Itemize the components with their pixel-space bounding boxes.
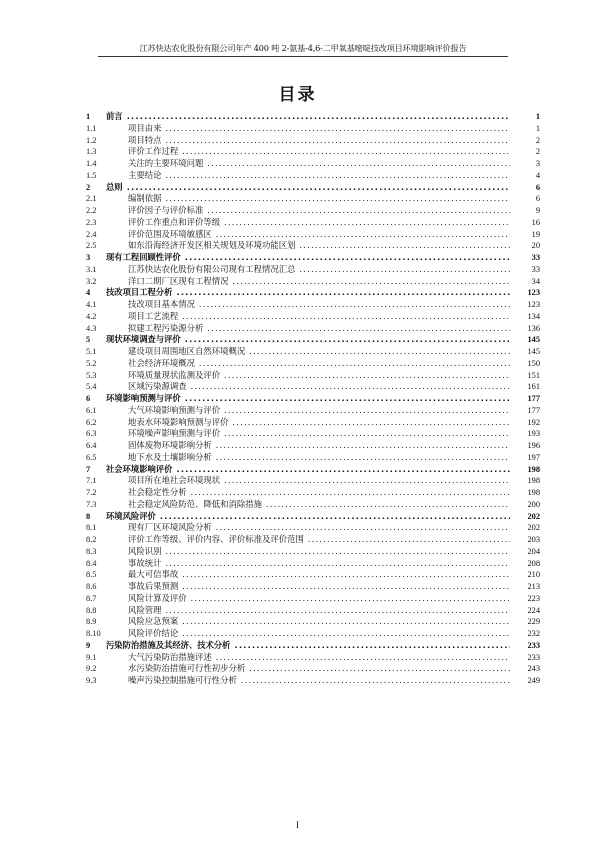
toc-section-entry[interactable]	[86, 405, 540, 417]
toc-entry-number: 1.4	[86, 159, 97, 168]
toc-entry-title: 事故后果预测 .....	[128, 581, 510, 593]
toc-section-entry[interactable]	[86, 358, 540, 370]
page-number: I	[296, 820, 299, 830]
toc-entry-title: 固体废物环境影响分析 .....	[128, 440, 510, 452]
toc-entry-number: 6.2	[86, 417, 97, 427]
toc-entry-title: 拟建工程污染源分析 .....	[128, 323, 510, 335]
toc-entry-number: 5.4	[86, 382, 97, 392]
toc-entry-page: 210	[527, 570, 540, 580]
toc-entry-page: 198	[527, 464, 540, 474]
toc-entry-title: 风险应急预案 .....	[128, 616, 510, 628]
toc-entry-number: 9.3	[86, 676, 97, 685]
toc-section-entry[interactable]	[86, 569, 540, 581]
toc-entry-page: 193	[527, 429, 540, 439]
toc-entry-page: 16	[531, 217, 540, 227]
toc-section-entry[interactable]	[86, 299, 540, 311]
toc-entry-number: 8.5	[86, 570, 97, 580]
toc-entry-page: 2	[535, 135, 540, 145]
toc-section-entry[interactable]	[86, 499, 540, 511]
toc-entry-title: 技改项目基本情况 .....	[128, 299, 510, 311]
toc-entry-page: 243	[527, 664, 540, 674]
toc-section-entry[interactable]	[86, 240, 540, 252]
toc-entry-number: 5.1	[86, 347, 97, 356]
toc-entry-title: 社会稳定性分析 .....	[128, 487, 510, 499]
toc-entry-page: 1	[535, 112, 540, 121]
toc-entry-page: 6	[535, 182, 540, 192]
toc-entry-number: 7.3	[86, 499, 97, 509]
toc-entry-page: 196	[527, 441, 540, 450]
toc-entry-number: 5.2	[86, 358, 97, 368]
toc-entry-number: 1	[86, 112, 91, 121]
toc-entry-title: 洋口二期厂区现有工程情况 .....	[128, 276, 510, 288]
toc-entry-page: 136	[527, 323, 540, 333]
toc-entry-title: 环境影响预测与评价 .....	[106, 393, 510, 405]
toc-entry-number: 3.2	[86, 276, 97, 286]
toc-entry-number: 6.4	[86, 441, 97, 450]
toc-entry-number: 8.4	[86, 558, 97, 568]
toc-entry-page: 33	[531, 264, 540, 274]
toc-entry-title: 风险管理 .....	[128, 605, 510, 617]
toc-entry-title: 江苏快达农化股份有限公司现有工程情况汇总 .....	[128, 264, 510, 276]
toc-entry-title: 现状环境调查与评价 .....	[106, 334, 510, 346]
toc-entry-page: 233	[527, 640, 540, 650]
toc-section-entry[interactable]	[86, 487, 540, 499]
toc-section-entry[interactable]	[86, 652, 540, 664]
toc-section-entry[interactable]	[86, 276, 540, 288]
toc-entry-title: 环境噪声影响预测与评价 .....	[128, 428, 510, 440]
toc-entry-number: 1.2	[86, 135, 97, 145]
toc-entry-page: 197	[527, 452, 540, 462]
toc-entry-page: 6	[535, 194, 540, 204]
toc-entry-number: 8.6	[86, 582, 97, 591]
toc-entry-number: 6.1	[86, 405, 97, 415]
toc-entry-number: 5	[86, 335, 91, 345]
toc-entry-title: 项目特点 .....	[128, 135, 510, 147]
toc-section-entry[interactable]	[86, 605, 540, 617]
toc-entry-page: 145	[527, 335, 540, 345]
toc-entry-number: 6	[86, 394, 91, 403]
toc-entry-title: 水污染防治措施可行性初步分析 .....	[128, 663, 510, 675]
toc-entry-title: 建设项目周围地区自然环境概况 .....	[128, 346, 510, 358]
toc-entry-number: 2.5	[86, 241, 97, 251]
toc-entry-page: 224	[527, 605, 540, 615]
toc-section-entry[interactable]	[86, 217, 540, 229]
toc-entry-title: 社会经济环境概况 .....	[128, 358, 510, 370]
toc-entry-number: 1.3	[86, 147, 97, 157]
toc-entry-title: 风险评价结论 .....	[128, 628, 510, 640]
toc-section-entry[interactable]	[86, 158, 540, 170]
toc-entry-title: 主要结论 .....	[128, 170, 510, 182]
toc-entry-title: 评价工作等级、评价内容、评价标准及评价范围 .....	[128, 534, 510, 546]
toc-entry-number: 2	[86, 182, 91, 192]
toc-section-entry[interactable]	[86, 205, 540, 217]
toc-entry-title: 项目所在地社会环境现状 .....	[128, 475, 510, 487]
toc-entry-page: 198	[527, 488, 540, 497]
toc-entry-page: 33	[531, 253, 540, 262]
toc-entry-page: 151	[527, 370, 540, 380]
toc-entry-page: 232	[527, 629, 540, 638]
toc-entry-page: 123	[527, 288, 540, 298]
toc-entry-page: 249	[527, 676, 540, 685]
toc-entry-number: 2.3	[86, 217, 97, 227]
toc-entry-number: 4.2	[86, 311, 97, 321]
toc-entry-number: 2.2	[86, 206, 97, 215]
toc-section-entry[interactable]	[86, 522, 540, 534]
toc-chapter-entry[interactable]	[86, 334, 540, 346]
toc-section-entry[interactable]	[86, 558, 540, 570]
toc-entry-page: 202	[527, 523, 540, 533]
toc-section-entry[interactable]	[86, 593, 540, 605]
toc-entry-page: 208	[527, 558, 540, 568]
toc-entry-page: 123	[527, 300, 540, 309]
toc-section-entry[interactable]	[86, 170, 540, 182]
toc-entry-page: 19	[531, 229, 540, 239]
toc-chapter-entry[interactable]	[86, 640, 540, 652]
toc-entry-title: 大气环境影响预测与评价 .....	[128, 405, 510, 417]
toc-entry-page: 229	[527, 617, 540, 627]
toc-entry-number: 8.3	[86, 546, 97, 556]
table-of-contents	[86, 111, 540, 687]
toc-entry-title: 最大可信事故 .....	[128, 569, 510, 581]
toc-entry-number: 5.3	[86, 370, 97, 380]
toc-entry-number: 8.8	[86, 605, 97, 615]
toc-entry-page: 2	[535, 147, 540, 157]
toc-entry-title: 大气污染防治措施评述 .....	[128, 652, 510, 664]
toc-entry-title: 前言 .....	[106, 111, 510, 123]
toc-entry-title: 风险计算及评价 .....	[128, 593, 510, 605]
toc-section-entry[interactable]	[86, 193, 540, 205]
toc-section-entry[interactable]	[86, 346, 540, 358]
toc-section-entry[interactable]	[86, 323, 540, 335]
toc-entry-number: 9.1	[86, 652, 97, 662]
toc-section-entry[interactable]	[86, 628, 540, 640]
toc-section-entry[interactable]	[86, 546, 540, 558]
toc-entry-page: 1	[535, 123, 540, 133]
toc-section-entry[interactable]	[86, 675, 540, 687]
toc-section-entry[interactable]	[86, 311, 540, 323]
toc-entry-number: 6.5	[86, 452, 97, 462]
toc-entry-title: 风险识别 .....	[128, 546, 510, 558]
toc-section-entry[interactable]	[86, 229, 540, 241]
toc-entry-title: 如东沿海经济开发区相关规划及环境功能区划 .....	[128, 240, 510, 252]
toc-entry-title: 环境风险评价 .....	[106, 511, 510, 523]
toc-section-entry[interactable]	[86, 123, 540, 135]
toc-entry-page: 9	[535, 206, 540, 215]
toc-entry-number: 4.3	[86, 323, 97, 333]
toc-entry-number: 9	[86, 640, 91, 650]
toc-section-entry[interactable]	[86, 475, 540, 487]
toc-entry-title: 环境质量现状监测及评价 .....	[128, 370, 510, 382]
toc-entry-title: 技改项目工程分析 .....	[106, 287, 510, 299]
toc-entry-number: 8	[86, 511, 91, 521]
toc-entry-number: 8.9	[86, 617, 97, 627]
toc-entry-title: 事故统计 .....	[128, 558, 510, 570]
page-title: 目录	[278, 85, 317, 105]
toc-entry-page: 20	[531, 241, 540, 251]
toc-entry-number: 7.1	[86, 476, 97, 486]
toc-entry-number: 1.1	[86, 123, 97, 133]
toc-entry-title: 评价因子与评价标准 .....	[128, 205, 510, 217]
toc-entry-number: 6.3	[86, 429, 97, 439]
toc-section-entry[interactable]	[86, 616, 540, 628]
header-rule	[98, 56, 508, 57]
toc-section-entry[interactable]	[86, 663, 540, 675]
toc-entry-page: 150	[527, 358, 540, 368]
toc-section-entry[interactable]	[86, 264, 540, 276]
toc-entry-number: 8.7	[86, 593, 97, 603]
toc-entry-title: 地下水及土壤影响分析 .....	[128, 452, 510, 464]
toc-entry-number: 2.1	[86, 194, 97, 204]
toc-entry-page: 4	[535, 170, 540, 180]
toc-entry-title: 编制依据 .....	[128, 193, 510, 205]
toc-entry-title: 项目由来 .....	[128, 123, 510, 135]
toc-entry-title: 项目工艺流程 .....	[128, 311, 510, 323]
toc-section-entry[interactable]	[86, 370, 540, 382]
toc-entry-number: 1.5	[86, 170, 97, 180]
toc-entry-number: 7.2	[86, 488, 97, 497]
toc-section-entry[interactable]	[86, 452, 540, 464]
toc-entry-title: 社会稳定风险防范、降低和消除措施 .....	[128, 499, 510, 511]
toc-entry-title: 关注的主要环境问题 .....	[128, 158, 510, 170]
toc-entry-number: 8.10	[86, 629, 101, 638]
toc-entry-number: 3.1	[86, 264, 97, 274]
toc-entry-page: 145	[527, 347, 540, 356]
toc-chapter-entry[interactable]	[86, 393, 540, 405]
toc-entry-page: 3	[535, 159, 540, 168]
toc-section-entry[interactable]	[86, 581, 540, 593]
toc-chapter-entry[interactable]	[86, 511, 540, 523]
toc-entry-page: 200	[527, 499, 540, 509]
toc-entry-page: 134	[527, 311, 540, 321]
toc-entry-page: 203	[527, 535, 540, 544]
toc-entry-number: 7	[86, 464, 91, 474]
toc-entry-page: 198	[527, 476, 540, 486]
toc-entry-title: 现有厂区环境风险分析 .....	[128, 522, 510, 534]
toc-entry-title: 现有工程回顾性评价 .....	[106, 252, 510, 264]
toc-entry-title: 噪声污染控制措施可行性分析 .....	[128, 675, 510, 687]
toc-chapter-entry[interactable]	[86, 464, 540, 476]
toc-section-entry[interactable]	[86, 135, 540, 147]
toc-entry-page: 202	[527, 511, 540, 521]
toc-entry-number: 8.2	[86, 535, 97, 544]
toc-chapter-entry[interactable]	[86, 182, 540, 194]
toc-entry-number: 4	[86, 288, 91, 298]
toc-section-entry[interactable]	[86, 534, 540, 546]
toc-entry-page: 161	[527, 382, 540, 392]
toc-entry-page: 177	[527, 405, 540, 415]
toc-entry-title: 总则 .....	[106, 182, 510, 194]
toc-entry-title: 评价工作过程 .....	[128, 146, 510, 158]
toc-section-entry[interactable]	[86, 440, 540, 452]
running-header: 江苏快达农化股份有限公司年产 400 吨 2-氨基-4,6-二甲氧基嘧啶技改项目环境影响评价报告	[139, 43, 467, 53]
toc-entry-page: 204	[527, 546, 540, 556]
toc-chapter-entry[interactable]	[86, 287, 540, 299]
toc-entry-page: 223	[527, 593, 540, 603]
toc-entry-title: 评价范围及环境敏感区 .....	[128, 229, 510, 241]
toc-entry-title: 地表水环境影响预测与评价 .....	[128, 417, 510, 429]
toc-entry-number: 4.1	[86, 300, 97, 309]
toc-section-entry[interactable]	[86, 428, 540, 440]
toc-chapter-entry[interactable]	[86, 111, 540, 123]
toc-section-entry[interactable]	[86, 146, 540, 158]
toc-entry-title: 区域污染源调查 .....	[128, 381, 510, 393]
toc-entry-page: 177	[527, 394, 540, 403]
toc-entry-number: 8.1	[86, 523, 97, 533]
toc-entry-page: 233	[527, 652, 540, 662]
toc-entry-page: 192	[527, 417, 540, 427]
toc-section-entry[interactable]	[86, 417, 540, 429]
toc-section-entry[interactable]	[86, 381, 540, 393]
toc-entry-number: 3	[86, 253, 91, 262]
toc-entry-title: 评价工作重点和评价等级 .....	[128, 217, 510, 229]
toc-entry-title: 社会环境影响评价 .....	[106, 464, 510, 476]
toc-entry-number: 9.2	[86, 664, 97, 674]
toc-entry-page: 213	[527, 582, 540, 591]
toc-entry-title: 污染防治措施及其经济、技术分析 .....	[106, 640, 510, 652]
toc-entry-page: 34	[531, 276, 540, 286]
toc-chapter-entry[interactable]	[86, 252, 540, 264]
toc-entry-number: 2.4	[86, 229, 97, 239]
